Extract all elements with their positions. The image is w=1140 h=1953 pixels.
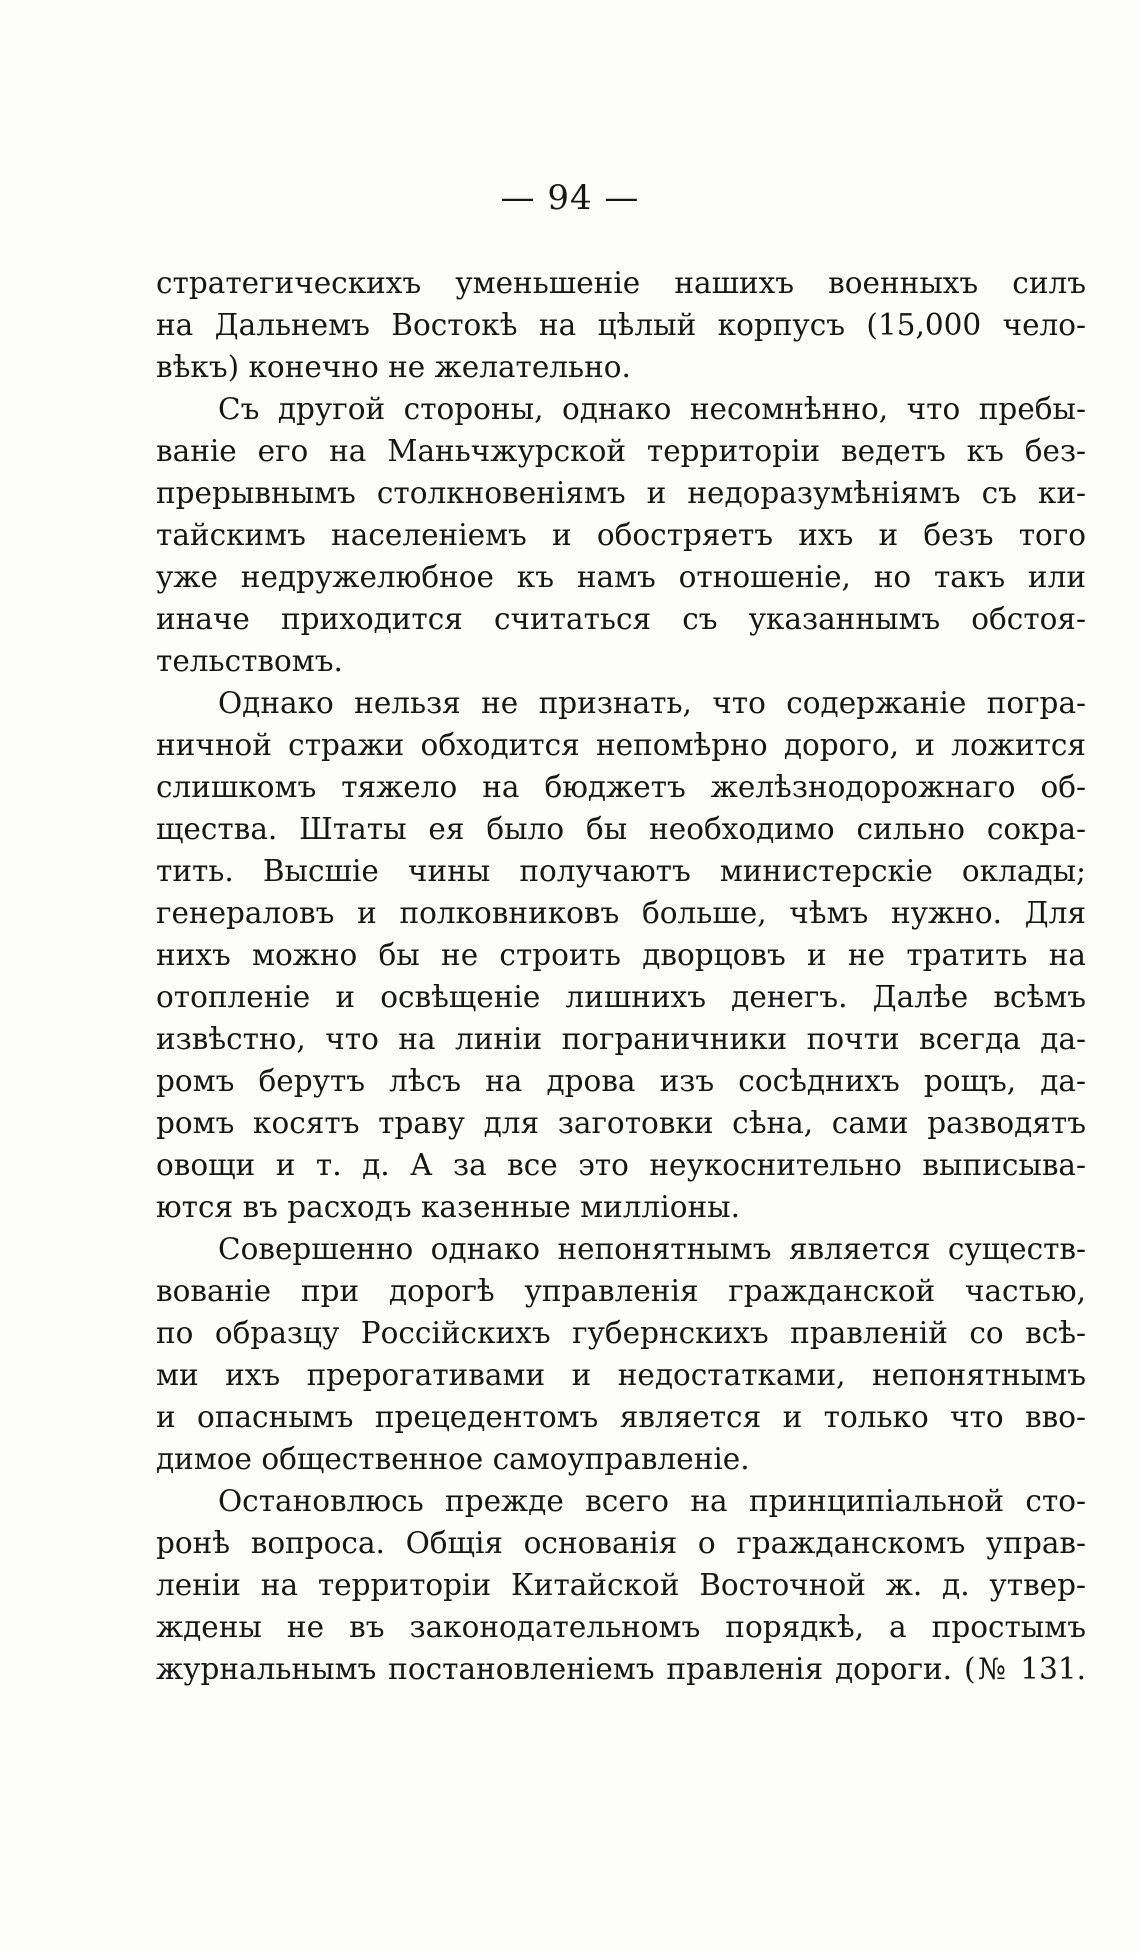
text-line: прерывнымъ столкновеніямъ и недоразумѣніямъ съ ки-: [156, 476, 1086, 510]
text-line: по образцу Россійскихъ губернскихъ правленій со всѣ-: [156, 1316, 1086, 1350]
text-line: овощи и т. д. А за все это неукоснительно выписыва-: [156, 1148, 1086, 1182]
text-line: уже недружелюбное къ намъ отношеніе, но такъ или: [156, 560, 1086, 594]
text-line: ми ихъ прерогативами и недостатками, непонятнымъ: [156, 1358, 1086, 1392]
text-line: ронѣ вопроса. Общія основанія о гражданскомъ управ-: [156, 1526, 1086, 1560]
text-line: Остановлюсь прежде всего на принципіальной сто-: [218, 1484, 1086, 1518]
text-line: Съ другой стороны, однако несомнѣнно, что пребы-: [218, 392, 1086, 426]
text-line: вѣкъ) конечно не желательно.: [156, 350, 631, 384]
text-line: журнальнымъ постановленіемъ правленія дороги. (№ 131.: [156, 1652, 1086, 1686]
text-line: Совершенно однако непонятнымъ является существ-: [218, 1232, 1086, 1266]
text-line: ваніе его на Маньчжурской территоріи ведетъ къ без-: [156, 434, 1086, 468]
body-text: [156, 262, 1086, 1690]
text-line: ромъ берутъ лѣсъ на дрова изъ сосѣднихъ рощъ, да-: [156, 1064, 1086, 1098]
text-line: тить. Высшіе чины получаютъ министерскіе оклады;: [156, 854, 1086, 888]
text-line: нихъ можно бы не строить дворцовъ и не тратить на: [156, 938, 1086, 972]
text-line: извѣстно, что на линіи пограничники почти всегда да-: [156, 1022, 1086, 1056]
text-line: ромъ косятъ траву для заготовки сѣна, сами разводятъ: [156, 1106, 1086, 1140]
page-number: — 94 —: [500, 178, 640, 218]
text-line: отопленіе и освѣщеніе лишнихъ денегъ. Далѣе всѣмъ: [156, 980, 1086, 1014]
text-line: и опаснымъ прецедентомъ является и только что вво-: [156, 1400, 1086, 1434]
text-line: Однако нельзя не признать, что содержаніе погра-: [218, 686, 1086, 720]
text-line: вованіе при дорогѣ управленія гражданской частью,: [156, 1274, 1086, 1308]
text-line: тельствомъ.: [156, 644, 343, 678]
text-line: димое общественное самоуправленіе.: [156, 1442, 750, 1476]
text-line: ждены не въ законодательномъ порядкѣ, а простымъ: [156, 1610, 1086, 1644]
text-line: тайскимъ населеніемъ и обостряетъ ихъ и безъ того: [156, 518, 1086, 552]
text-line: стратегическихъ уменьшеніе нашихъ военныхъ силъ: [156, 266, 1086, 300]
text-line: на Дальнемъ Востокѣ на цѣлый корпусъ (15,000 чело-: [156, 308, 1086, 342]
text-line: иначе приходится считаться съ указаннымъ обстоя-: [156, 602, 1086, 636]
text-line: слишкомъ тяжело на бюджетъ желѣзнодорожнаго об-: [156, 770, 1086, 804]
text-line: ничной стражи обходится непомѣрно дорого, и ложится: [156, 728, 1086, 762]
text-line: ются въ расходъ казенные милліоны.: [156, 1190, 740, 1224]
text-line: генераловъ и полковниковъ больше, чѣмъ нужно. Для: [156, 896, 1086, 930]
text-line: леніи на территоріи Китайской Восточной ж. д. утвер-: [156, 1568, 1086, 1602]
text-line: щества. Штаты ея было бы необходимо сильно сокра-: [156, 812, 1086, 846]
